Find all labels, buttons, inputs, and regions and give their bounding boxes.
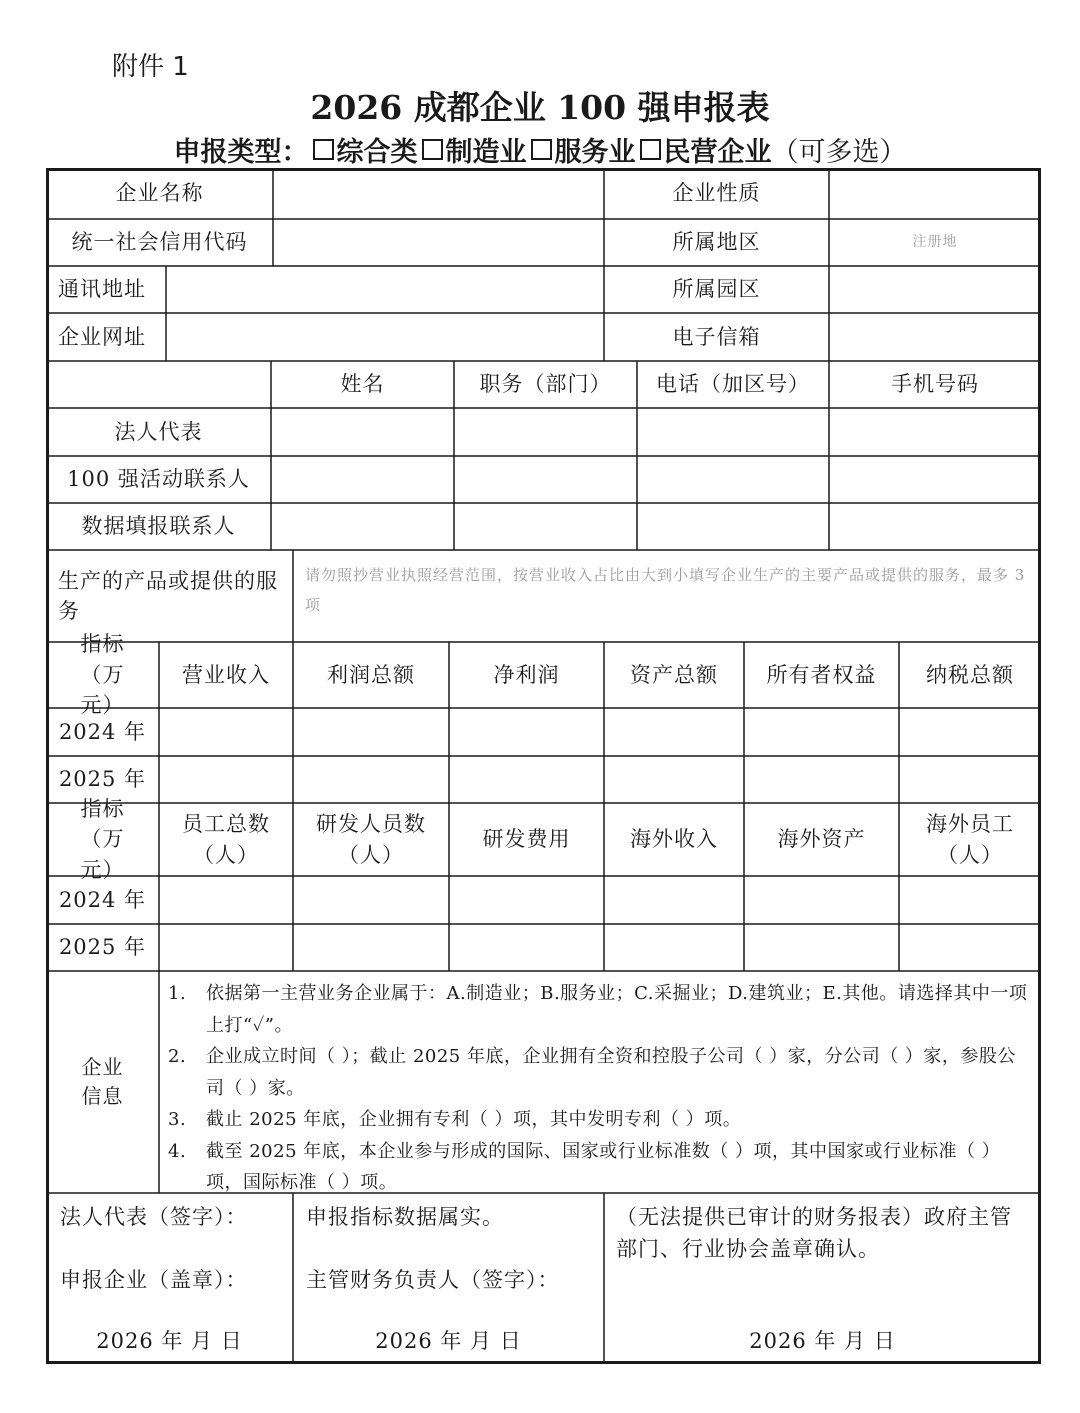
info-item: 2. 企业成立时间（ ）；截止 2025 年底，企业拥有全资和控股子公司（ ）家，分公司（ ）家，参股公司（ ）家。 xyxy=(168,1046,1016,1099)
input-company-nature[interactable] xyxy=(829,168,1041,219)
header-tax: 纳税总额 xyxy=(926,662,1014,687)
label-products: 生产的产品或提供的服务 xyxy=(58,568,278,623)
finance-head-signature[interactable]: 主管财务负责人（签字）： xyxy=(306,1268,560,1292)
option-service: 服务业 xyxy=(554,137,636,168)
indicators1-corner: 指标（万元） xyxy=(80,632,125,718)
indicators2-corner: 指标（万元） xyxy=(80,796,125,882)
label-company-info: 企业信息 xyxy=(81,1055,124,1108)
header-overseas-revenue: 海外收入 xyxy=(630,827,718,852)
info-item: 1. 依据第一主营业务企业属于：A.制造业；B.服务业；C.采掘业；D.建筑业；E.其他。请选择其中一项上打“✓”。 xyxy=(168,983,1028,1036)
date-1: 2026 年 月 日 xyxy=(96,1329,243,1353)
input-email[interactable] xyxy=(829,313,1041,361)
header-equity: 所有者权益 xyxy=(766,662,877,687)
row-legal-rep: 法人代表 xyxy=(114,419,203,444)
header-overseas-staff: 海外员工（人） xyxy=(926,812,1014,867)
label-website: 企业网址 xyxy=(58,324,146,349)
header-net-profit: 净利润 xyxy=(493,662,560,687)
header-mobile: 手机号码 xyxy=(891,372,979,397)
declaration-type-label: 申报类型： xyxy=(173,137,309,168)
row-activity-contact: 100 强活动联系人 xyxy=(67,467,250,492)
header-employees: 员工总数（人） xyxy=(182,812,270,867)
header-name: 姓名 xyxy=(340,372,385,397)
header-total-profit: 利润总额 xyxy=(327,662,415,687)
input-region[interactable]: 注册地 xyxy=(912,234,958,251)
header-revenue: 营业收入 xyxy=(182,662,270,687)
company-info-list xyxy=(168,978,1034,1199)
year-2024-b: 2024 年 xyxy=(58,887,147,912)
attachment-label: 附件 1 xyxy=(112,52,189,82)
option-manufacturing: 制造业 xyxy=(445,137,527,168)
header-position: 职务（部门） xyxy=(479,372,612,397)
header-rd-staff: 研发人员数（人） xyxy=(316,812,426,867)
label-email: 电子信箱 xyxy=(672,324,761,349)
option-comprehensive: 综合类 xyxy=(336,137,418,168)
info-item: 4. 截至 2025 年底，本企业参与形成的国际、国家或行业标准数（ ）项，其中国家或行业标准（ ）项，国际标准（ ）项。 xyxy=(168,1140,1001,1193)
year-2025-a: 2025 年 xyxy=(58,767,147,792)
label-credit-code: 统一社会信用代码 xyxy=(71,230,248,255)
date-2: 2026 年 月 日 xyxy=(375,1329,522,1353)
input-company-name[interactable] xyxy=(273,168,604,219)
input-website[interactable] xyxy=(166,313,604,361)
label-region: 所属地区 xyxy=(672,230,761,255)
input-credit-code[interactable] xyxy=(273,219,604,266)
year-2024-a: 2024 年 xyxy=(58,719,147,744)
info-item: 3. 截止 2025 年底，企业拥有专利（ ）项，其中发明专利（ ）项。 xyxy=(168,1109,742,1130)
input-park[interactable] xyxy=(829,266,1041,313)
header-rd-cost: 研发费用 xyxy=(482,827,571,852)
input-products[interactable]: 请勿照抄营业执照经营范围，按营业收入占比由大到小填写企业生产的主要产品或提供的服务，最多 3 项 xyxy=(305,566,1026,614)
date-3: 2026 年 月 日 xyxy=(749,1329,896,1353)
legal-rep-signature[interactable]: 法人代表（签字）： xyxy=(60,1205,248,1229)
page-title: 2026 成都企业 100 强申报表 xyxy=(310,88,770,127)
label-company-nature: 企业性质 xyxy=(672,181,761,206)
gov-confirmation[interactable]: （无法提供已审计的财务报表）政府主管部门、行业协会盖章确认。 xyxy=(616,1205,1012,1261)
data-true-statement: 申报指标数据属实。 xyxy=(306,1205,504,1229)
company-seal[interactable]: 申报企业（盖章）： xyxy=(60,1268,248,1292)
multi-select-note: （可多选） xyxy=(771,137,907,168)
label-address: 通讯地址 xyxy=(58,277,146,302)
row-data-contact: 数据填报联系人 xyxy=(81,514,236,539)
header-phone: 电话（加区号） xyxy=(656,372,810,397)
label-park: 所属园区 xyxy=(672,277,761,302)
input-address[interactable] xyxy=(166,266,604,313)
header-total-assets: 资产总额 xyxy=(630,662,718,687)
year-2025-b: 2025 年 xyxy=(58,935,147,960)
header-overseas-assets: 海外资产 xyxy=(777,827,866,852)
option-private: 民营企业 xyxy=(663,137,772,168)
label-company-name: 企业名称 xyxy=(115,181,204,206)
